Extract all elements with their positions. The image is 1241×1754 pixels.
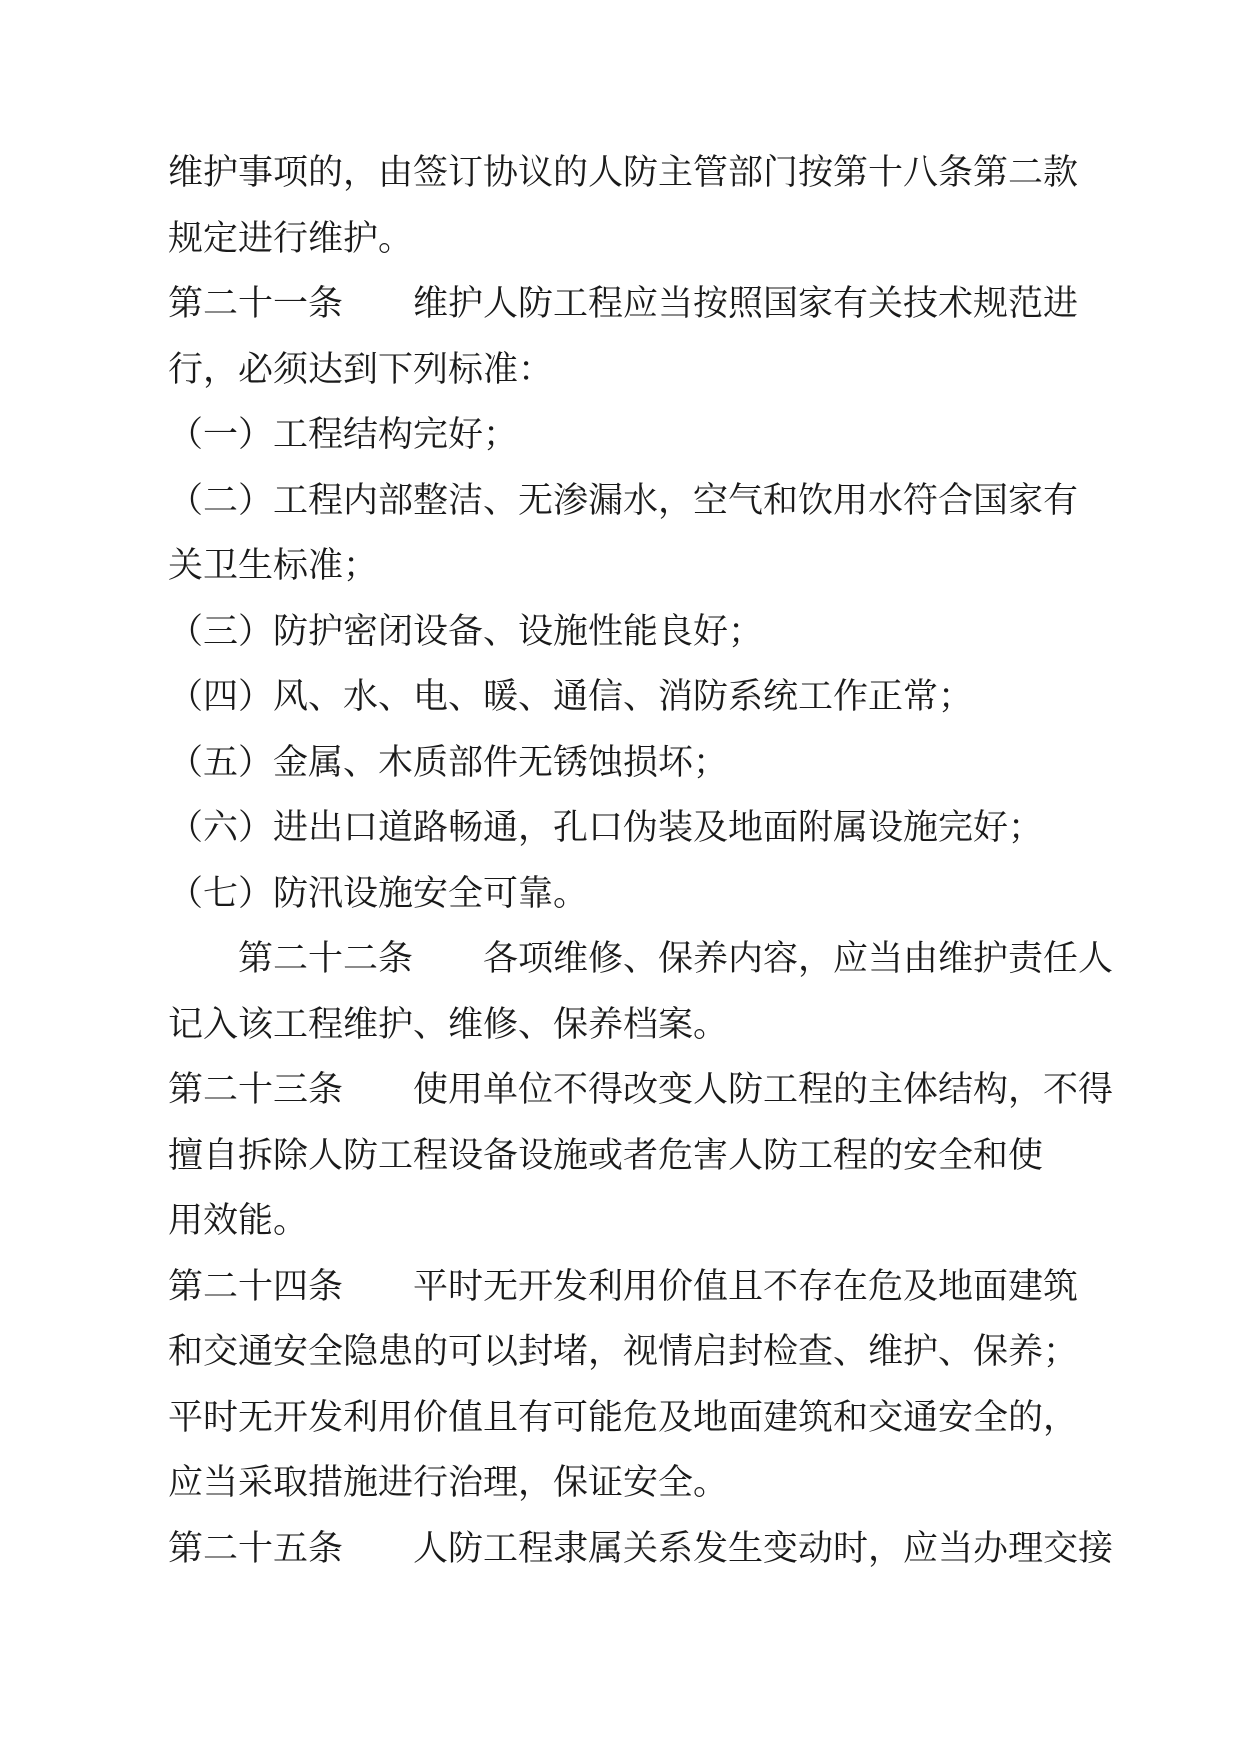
document-line-article-23: 第二十三条 使用单位不得改变人防工程的主体结构，不得 — [168, 1070, 1114, 1109]
document-line-item-5: （五）金属、木质部件无锈蚀损坏； — [168, 742, 729, 782]
document-line-article-25: 第二十五条 人防工程隶属关系发生变动时，应当办理交接 — [168, 1528, 1114, 1568]
document-line-article-22: 第二十二条 各项维修、保养内容，应当由维护责任人 — [168, 939, 1114, 978]
document-line-item-1: （一）工程结构完好； — [168, 415, 519, 454]
document-line: 维护事项的，由签订协议的人防主管部门按第十八条第二款 — [168, 153, 1079, 192]
document-line: 行，必须达到下列标准： — [168, 349, 554, 389]
document-line-article-21: 第二十一条 维护人防工程应当按照国家有关技术规范进 — [168, 284, 1079, 323]
document-line: 平时无开发利用价值且有可能危及地面建筑和交通安全的， — [168, 1397, 1079, 1437]
document-line: 擅自拆除人防工程设备设施或者危害人防工程的安全和使 — [168, 1135, 1044, 1175]
document-line-item-2: （二）工程内部整洁、无渗漏水，空气和饮用水符合国家有 — [168, 480, 1079, 520]
document-line: 应当采取措施进行治理，保证安全。 — [168, 1463, 729, 1502]
document-line: 和交通安全隐患的可以封堵，视情启封检查、维护、保养； — [168, 1332, 1079, 1371]
document-line-article-24: 第二十四条 平时无开发利用价值且不存在危及地面建筑 — [168, 1266, 1079, 1306]
document-text-block — [168, 140, 1114, 1581]
document-line-item-7: （七）防汛设施安全可靠。 — [168, 873, 589, 913]
document-line: 用效能。 — [168, 1201, 309, 1240]
document-line: 记入该工程维护、维修、保养档案。 — [168, 1004, 729, 1044]
document-line: 规定进行维护。 — [168, 218, 414, 258]
document-line-item-3: （三）防护密闭设备、设施性能良好； — [168, 611, 764, 651]
document-line-item-6: （六）进出口道路畅通，孔口伪装及地面附属设施完好； — [168, 808, 1044, 847]
document-line: 关卫生标准； — [168, 546, 379, 585]
document-line-item-4: （四）风、水、电、暖、通信、消防系统工作正常； — [168, 677, 974, 716]
